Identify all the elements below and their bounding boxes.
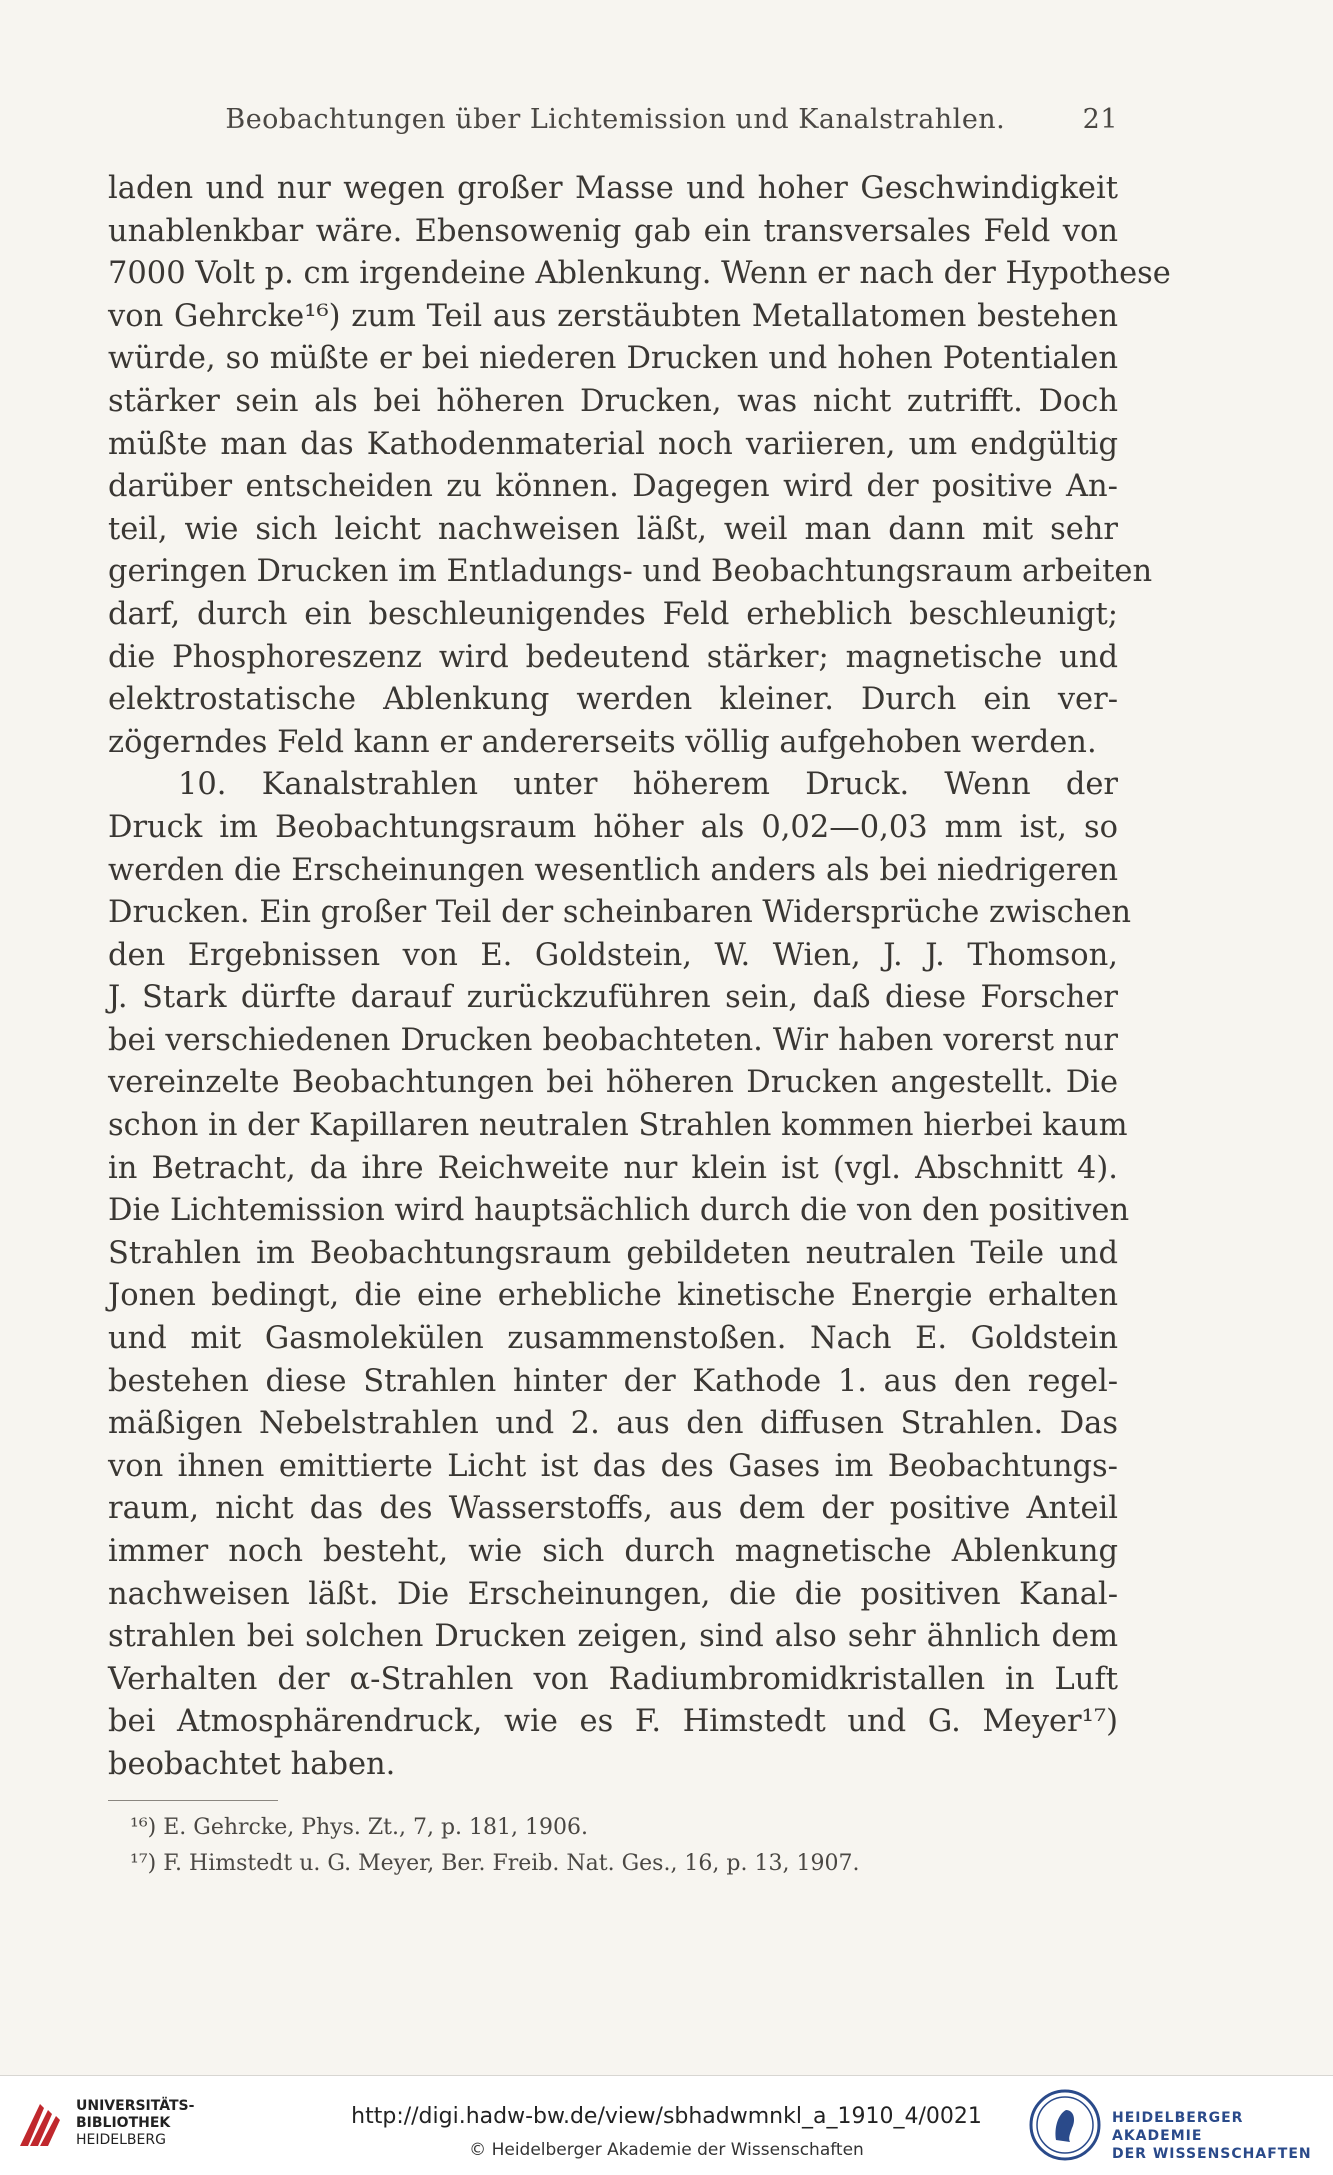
- text-line: beobachtet haben.: [108, 1746, 396, 1782]
- text-line: werden die Erscheinungen wesentlich anders als bei niedrigeren: [108, 852, 1118, 888]
- text-line: Die Lichtemission wird hauptsächlich durch die von den positiven: [108, 1193, 1130, 1229]
- copyright-notice: © Heidelberger Akademie der Wissenschaften: [469, 2140, 864, 2160]
- text-line: bei verschiedenen Drucken beobachteten. Wir haben vorerst nur: [108, 1022, 1118, 1058]
- text-line: Drucken. Ein großer Teil der scheinbaren Widersprüche zwischen: [108, 895, 1132, 931]
- text-line: den Ergebnissen von E. Goldstein, W. Wien, J. J. Thomson,: [108, 937, 1118, 973]
- text-line: immer noch besteht, wie sich durch magnetische Ablenkung: [108, 1534, 1118, 1569]
- text-line: mäßigen Nebelstrahlen und 2. aus den diffusen Strahlen. Das: [108, 1406, 1118, 1442]
- text-line: teil, wie sich leicht nachweisen läßt, weil man dann mit sehr: [108, 511, 1118, 547]
- text-line: bestehen diese Strahlen hinter der Kathode 1. aus den regel-: [108, 1363, 1118, 1399]
- running-header: [108, 104, 1118, 135]
- text-line: würde, so müßte er bei niederen Drucken und hohen Potentialen: [108, 341, 1118, 377]
- text-line: schon in der Kapillaren neutralen Strahlen kommen hierbei kaum: [108, 1108, 1128, 1144]
- text-line: stärker sein als bei höheren Drucken, was nicht zutrifft. Doch: [108, 383, 1118, 419]
- text-line: Druck im Beobachtungsraum höher als 0,02—0,03 mm ist, so: [108, 809, 1118, 845]
- text-line: unablenkbar wäre. Ebensowenig gab ein transversales Feld von: [108, 213, 1118, 249]
- running-title: Beobachtungen über Lichtemission und Kanalstrahlen.: [225, 104, 1006, 135]
- text-line: nachweisen läßt. Die Erscheinungen, die die positiven Kanal-: [108, 1576, 1118, 1612]
- text-line: 7000 Volt p. cm irgendeine Ablenkung. Wenn er nach der Hypothese: [108, 256, 1171, 292]
- text-line: zögerndes Feld kann er andererseits völlig aufgehoben werden.: [108, 724, 1097, 760]
- source-url-link[interactable]: http://digi.hadw-bw.de/view/sbhadwmnkl_a_1910_4/0021: [351, 2104, 982, 2129]
- text-line: von ihnen emittierte Licht ist das des Gases im Beobachtungs-: [108, 1448, 1118, 1484]
- text-line: von Gehrcke¹⁶) zum Teil aus zerstäubten Metallatomen bestehen: [108, 298, 1118, 334]
- text-line: müßte man das Kathodenmaterial noch variieren, um endgültig: [108, 426, 1118, 462]
- page-number: 21: [1082, 104, 1118, 135]
- footnotes: [130, 1810, 1118, 1882]
- footnote-rule: [108, 1800, 278, 1801]
- text-line: Jonen bedingt, die eine erhebliche kinetische Energie erhalten: [108, 1278, 1118, 1314]
- text-line: strahlen bei solchen Drucken zeigen, sind also sehr ähnlich dem: [108, 1619, 1118, 1655]
- text-line: und mit Gasmolekülen zusammenstoßen. Nach E. Goldstein: [108, 1321, 1118, 1357]
- text-line: laden und nur wegen großer Masse und hoher Geschwindigkeit: [108, 171, 1118, 206]
- text-line: darf, durch ein beschleunigendes Feld erheblich beschleunigt;: [108, 596, 1118, 632]
- text-line: die Phosphoreszenz wird bedeutend stärker; magnetische und: [108, 639, 1118, 675]
- digitization-footer: [0, 2075, 1333, 2175]
- text-line: Strahlen im Beobachtungsraum gebildeten neutralen Teile und: [108, 1235, 1118, 1271]
- text-line: in Betracht, da ihre Reichweite nur klein ist (vgl. Abschnitt 4).: [108, 1150, 1118, 1186]
- text-line: bei Atmosphärendruck, wie es F. Himstedt und G. Meyer¹⁷): [108, 1704, 1118, 1740]
- library-name: UNIVERSITÄTS- BIBLIOTHEK HEIDELBERG: [76, 2098, 195, 2148]
- body-text: [108, 168, 1171, 1787]
- text-line: J. Stark dürfte darauf zurückzuführen sein, daß diese Forscher: [108, 980, 1118, 1016]
- text-line: darüber entscheiden zu können. Dagegen wird der positive An-: [108, 469, 1118, 505]
- text-line: geringen Drucken im Entladungs- und Beobachtungsraum arbeiten: [108, 554, 1153, 590]
- text-line: 10. Kanalstrahlen unter höherem Druck. Wenn der: [178, 767, 1118, 803]
- text-line: vereinzelte Beobachtungen bei höheren Drucken angestellt. Die: [108, 1065, 1118, 1101]
- footnote: ¹⁶) E. Gehrcke, Phys. Zt., 7, p. 181, 1906.: [130, 1815, 588, 1840]
- footnote: ¹⁷) F. Himstedt u. G. Meyer, Ber. Freib. Nat. Ges., 16, p. 13, 1907.: [130, 1851, 860, 1876]
- text-line: raum, nicht das des Wasserstoffs, aus dem der positive Anteil: [108, 1491, 1118, 1527]
- academy-seal-icon: [1028, 2088, 1102, 2162]
- text-line: elektrostatische Ablenkung werden kleiner. Durch ein ver-: [108, 682, 1118, 718]
- academy-name: HEIDELBERGER AKADEMIE DER WISSENSCHAFTEN: [1112, 2110, 1312, 2162]
- text-line: Verhalten der α-Strahlen von Radiumbromidkristallen in Luft: [108, 1661, 1118, 1697]
